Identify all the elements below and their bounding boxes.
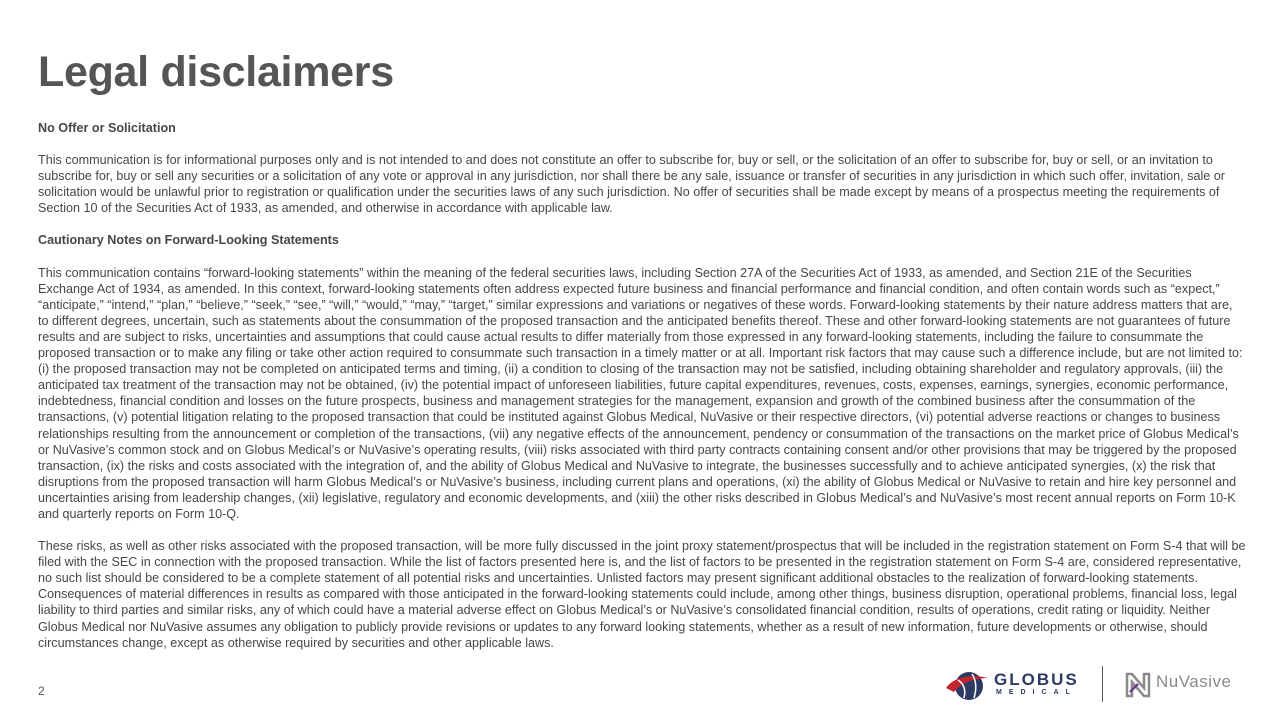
page-number: 2 <box>38 684 45 698</box>
nuvasive-logo <box>1124 668 1259 700</box>
logo-divider <box>1102 666 1103 702</box>
globus-wordmark: GLOBUS <box>994 670 1079 689</box>
globus-medical-logo <box>944 668 1084 704</box>
section-heading-no-offer: No Offer or Solicitation <box>38 121 176 135</box>
nuvasive-wordmark: NuVasive <box>1156 672 1232 691</box>
globus-globe-icon <box>944 668 990 704</box>
section-heading-forward-looking: Cautionary Notes on Forward-Looking Statements <box>38 233 339 248</box>
forward-looking-paragraph-1: This communication contains “forward-looking statements” within the meaning of the federal securities laws, including Section 27A of the Securities Act of 1933, as amended, and Section 21E of the Securities Exchange Act of 1934, as amended. In this context, forward-looking statements often address expected future business and financial performance and financial condition, and often contain words such as “expect,” “anticipate,” “intend,” “plan,” “believe,” “seek,” “see,” “will,” “would,” “may,” “target,” similar expressions and variations or negatives of these words. Forward-looking statements by their nature address matters that are, to different degrees, uncertain, such as statements about the consummation of the proposed transaction and the anticipated benefits thereof. These and other forward-looking statements are not guarantees of future results and are subject to risks, uncertainties and assumptions that could cause actual results to differ materially from those expressed in any forward-looking statements, including the failure to consummate the proposed transaction or to make any filing or take other action required to consummate such transaction in a timely matter or at all. Important risk factors that may cause such a difference include, but are not limited to: (i) the proposed transaction may not be completed on anticipated terms and timing, (ii) a condition to closing of the transaction may not be satisfied, including obtaining shareholder and regulatory approvals, (iii) the anticipated tax treatment of the transaction may not be obtained, (iv) the potential impact of unforeseen liabilities, future capital expenditures, revenues, costs, expenses, earnings, synergies, economic performance, indebtedness, financial condition and losses on the future prospects, business and management strategies for the management, expansion and growth of the combined business after the consummation of the transactions, (v) potential litigation relating to the proposed transaction that could be instituted against Globus Medical, NuVasive or their respective directors, (vi) potential adverse reactions or changes to business relationships resulting from the announcement or completion of the transactions, (vii) any negative effects of the announcement, pendency or consummation of the transactions on the market price of Globus Medical’s or NuVasive’s common stock and on Globus Medical’s or NuVasive’s operating results, (viii) risks associated with third party contracts containing consent and/or other provisions that may be triggered by the proposed transaction, (ix) the risks and costs associated with the integration of, and the ability of Globus Medical and NuVasive to integrate, the businesses successfully and to achieve anticipated synergies, (x) the risk that disruptions from the proposed transaction will harm Globus Medical’s or NuVasive’s business, including current plans and operations, (xi) the ability of Globus Medical or NuVasive to retain and hire key personnel and uncertainties arising from leadership changes, (xii) legislative, regulatory and economic developments, and (xiii) the other risks described in Globus Medical’s and NuVasive’s most recent annual reports on Form 10-K and quarterly reports on Form 10-Q. <box>38 265 1243 521</box>
medical-wordmark: MEDICAL <box>996 689 1077 696</box>
nuvasive-mark-icon <box>1124 670 1152 700</box>
disclaimer-body <box>38 120 1246 651</box>
page-title: Legal disclaimers <box>38 48 394 96</box>
no-offer-paragraph: This communication is for informational purposes only and is not intended to and does not constitute an offer to subscribe for, buy or sell, or the solicitation of an offer to subscribe for, buy or sell, or an invitation to subscribe for, buy or sell any securities or a solicitation of any vote or approval in any jurisdiction, nor shall there be any sale, issuance or transfer of securities in any jurisdiction in which such offer, invitation, sale or solicitation would be unlawful prior to registration or qualification under the securities laws of any such jurisdiction. No offer of securities shall be made except by means of a prospectus meeting the requirements of Section 10 of the Securities Act of 1933, as amended, and otherwise in accordance with applicable law. <box>38 153 1225 216</box>
forward-looking-paragraph-2: These risks, as well as other risks associated with the proposed transaction, will be more fully discussed in the joint proxy statement/prospectus that will be included in the registration statement on Form S-4 that will be filed with the SEC in connection with the proposed transaction. While the list of factors presented here is, and the list of factors to be presented in the registration statement on Form S-4 are, considered representative, no such list should be considered to be a complete statement of all potential risks and uncertainties. Unlisted factors may present significant additional obstacles to the realization of forward-looking statements. Consequences of material differences in results as compared with those anticipated in the forward-looking statements could include, among other things, business disruption, operational problems, financial loss, legal liability to third parties and similar risks, any of which could have a material adverse effect on Globus Medical’s or NuVasive’s consolidated financial condition, results of operations, credit rating or liquidity. Neither Globus Medical nor NuVasive assumes any obligation to publicly provide revisions or updates to any forward looking statements, whether as a result of new information, future developments or otherwise, should circumstances change, except as otherwise required by securities and other applicable laws. <box>38 539 1246 650</box>
footer-logos <box>944 664 1264 708</box>
